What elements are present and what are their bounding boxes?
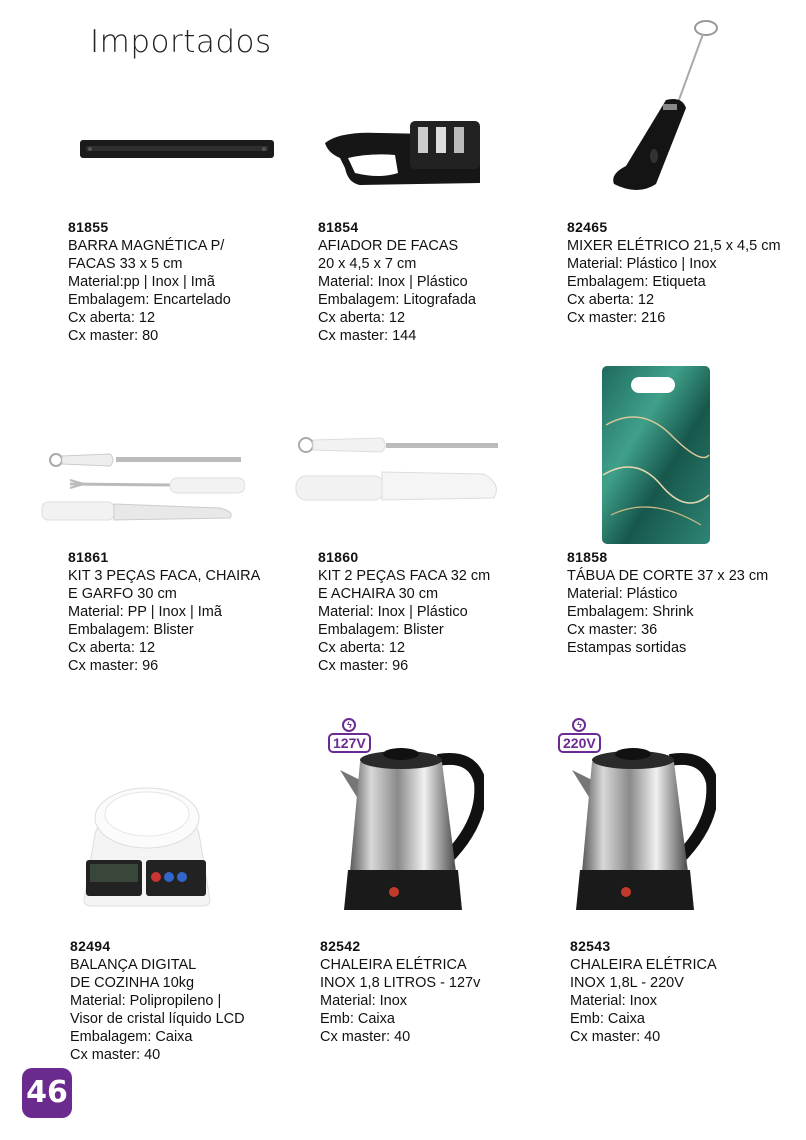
product-master-box: Cx master: 216	[567, 310, 666, 326]
product-material: Material: Polipropileno |	[70, 993, 222, 1009]
product-description-cont: INOX 1,8L - 220V	[570, 975, 684, 991]
product-material: Material: Inox	[320, 993, 408, 1009]
knife-sharpener-kit-image	[294, 432, 504, 504]
product-code: 82465	[567, 219, 608, 235]
product-material: Material: Plástico | Inox	[567, 256, 717, 272]
product-81858	[567, 548, 792, 657]
product-description: TÁBUA DE CORTE 37 x 23 cm	[567, 568, 769, 584]
product-packaging: Embalagem: Caixa	[70, 1029, 193, 1045]
product-master-box: Cx master: 40	[570, 1029, 661, 1045]
product-description: AFIADOR DE FACAS	[318, 238, 459, 254]
product-code: 81855	[68, 219, 109, 235]
product-open-box: Cx aberta: 12	[68, 310, 156, 326]
product-packaging: Embalagem: Shrink	[567, 604, 694, 620]
product-82465	[567, 218, 792, 327]
product-81860	[318, 548, 543, 675]
product-code: 81858	[567, 549, 608, 565]
product-open-box: Cx aberta: 12	[318, 310, 406, 326]
product-description: BARRA MAGNÉTICA P/	[68, 238, 225, 254]
kitchen-scale-image	[82, 780, 212, 908]
product-material: Material:pp | Inox | Imã	[68, 274, 215, 290]
product-82542	[320, 937, 545, 1046]
lightning-icon: ϟ	[572, 718, 586, 732]
product-dimensions: FACAS 33 x 5 cm	[68, 256, 183, 272]
product-packaging: Embalagem: Blister	[68, 622, 194, 638]
product-master-box: Cx master: 144	[318, 328, 417, 344]
product-material: Material: Inox	[570, 993, 658, 1009]
product-81855	[68, 218, 293, 345]
page-title: Importados	[90, 24, 272, 60]
product-description: MIXER ELÉTRICO 21,5 x 4,5 cm	[567, 238, 781, 254]
product-master-box: Cx master: 80	[68, 328, 159, 344]
product-dimensions: E GARFO 30 cm	[68, 586, 177, 602]
product-description: CHALEIRA ELÉTRICA	[570, 957, 717, 973]
product-packaging: Embalagem: Encartelado	[68, 292, 231, 308]
lightning-icon: ϟ	[342, 718, 356, 732]
voltage-label: 220V	[558, 733, 601, 753]
product-note: Estampas sortidas	[567, 640, 687, 656]
product-material: Material: Inox | Plástico	[318, 604, 468, 620]
product-82494	[70, 937, 295, 1064]
product-material-cont: Visor de cristal líquido LCD	[70, 1011, 245, 1027]
product-packaging: Emb: Caixa	[570, 1011, 645, 1027]
product-code: 81861	[68, 549, 109, 565]
product-master-box: Cx master: 36	[567, 622, 658, 638]
product-code: 82494	[70, 938, 111, 954]
electric-kettle-220v-image	[570, 742, 716, 914]
product-dimensions: 20 x 4,5 x 7 cm	[318, 256, 417, 272]
product-81861	[68, 548, 293, 675]
milk-frother-image	[608, 16, 723, 194]
product-code: 82542	[320, 938, 361, 954]
product-open-box: Cx aberta: 12	[318, 640, 406, 656]
product-code: 81854	[318, 219, 359, 235]
product-open-box: Cx aberta: 12	[567, 292, 655, 308]
product-code: 81860	[318, 549, 359, 565]
product-description: CHALEIRA ELÉTRICA	[320, 957, 467, 973]
product-packaging: Emb: Caixa	[320, 1011, 395, 1027]
voltage-label: 127V	[328, 733, 371, 753]
product-open-box: Cx aberta: 12	[68, 640, 156, 656]
product-master-box: Cx master: 40	[70, 1047, 161, 1063]
product-packaging: Embalagem: Blister	[318, 622, 444, 638]
product-82543	[570, 937, 795, 1046]
product-description-cont: DE COZINHA 10kg	[70, 975, 195, 991]
product-packaging: Embalagem: Etiqueta	[567, 274, 706, 290]
product-description: BALANÇA DIGITAL	[70, 957, 197, 973]
knife-fork-sharpener-kit-image	[40, 448, 245, 528]
page-number: 46	[22, 1068, 72, 1118]
product-description-cont: INOX 1,8 LITROS - 127v	[320, 975, 481, 991]
product-material: Material: PP | Inox | Imã	[68, 604, 222, 620]
knife-sharpener-image	[320, 113, 485, 193]
product-material: Material: Inox | Plástico	[318, 274, 468, 290]
electric-kettle-127v-image	[338, 742, 484, 914]
product-master-box: Cx master: 96	[68, 658, 159, 674]
product-description: KIT 3 PEÇAS FACA, CHAIRA	[68, 568, 261, 584]
product-master-box: Cx master: 96	[318, 658, 409, 674]
product-master-box: Cx master: 40	[320, 1029, 411, 1045]
product-code: 82543	[570, 938, 611, 954]
product-material: Material: Plástico	[567, 586, 678, 602]
product-dimensions: E ACHAIRA 30 cm	[318, 586, 439, 602]
magnetic-bar-image	[78, 134, 276, 164]
product-81854	[318, 218, 543, 345]
product-packaging: Embalagem: Litografada	[318, 292, 476, 308]
cutting-board-image	[601, 365, 711, 545]
product-description: KIT 2 PEÇAS FACA 32 cm	[318, 568, 491, 584]
